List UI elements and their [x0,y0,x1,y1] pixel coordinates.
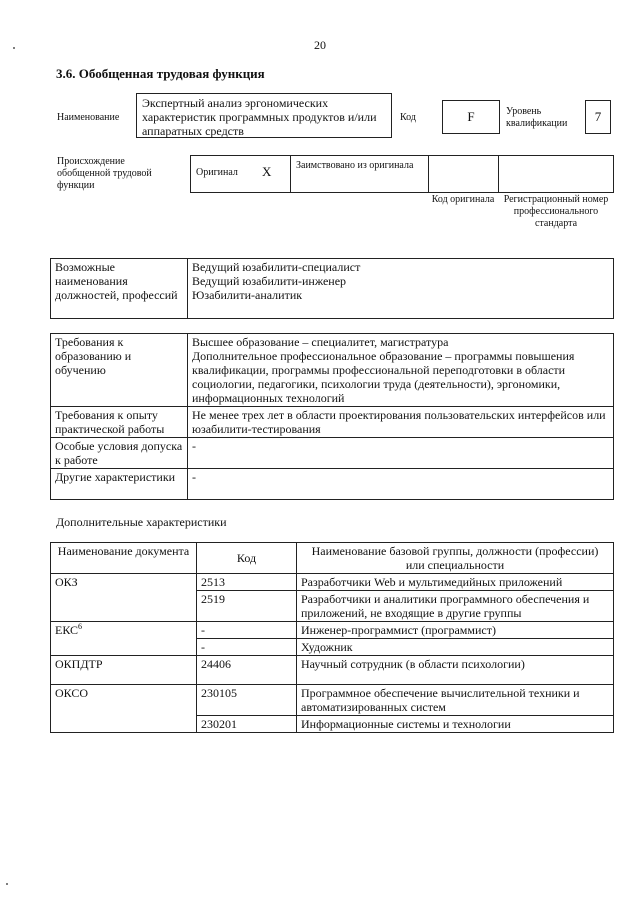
doc-cell [51,574,197,622]
borrowed-label: Заимствовано из оригинала [296,160,414,171]
code-cell: 230105 [197,685,297,716]
extra-title: Дополнительные характеристики [56,515,227,529]
name-value: Экспертный анализ эргономических характеристик программных продуктов и/или аппаратных средств [142,96,377,138]
code-cell: 2519 [197,591,297,622]
footnote-ref: 6 [78,622,83,631]
doc-name: ЕКС [55,623,79,637]
col-header-name: Наименование базовой группы, должности (профессии) или специальности [297,543,614,574]
table-row [51,685,614,716]
requirement-value: - [188,438,614,469]
requirement-label: Другие характеристики [51,469,188,500]
code-value-box [442,100,500,134]
name-value-box [136,93,392,138]
origin-label: Происхождение обобщенной трудовой функции [57,156,152,191]
doc-cell [51,622,197,656]
requirement-label: Особые условия допуска к работе [51,438,188,469]
section-title: 3.6. Обобщенная трудовая функция [56,66,265,81]
requirement-value: - [188,469,614,500]
col-header-doc: Наименование документа [51,543,197,574]
origin-divider [290,155,291,193]
level-label: Уровень квалификации [506,106,568,129]
code-cell: - [197,639,297,656]
table-row [51,469,614,500]
name-cell: Научный сотрудник (в области психологии) [297,656,614,685]
extra-table [50,542,614,733]
table-row [51,438,614,469]
name-cell: Разработчики Web и мультимедийных приложений [297,574,614,591]
name-cell: Художник [297,639,614,656]
positions-values [188,259,614,319]
position-item: Юзабилити-аналитик [192,288,303,302]
doc-cell [51,685,197,733]
table-row [51,407,614,438]
position-item: Ведущий юзабилити-специалист [192,260,361,274]
doc-name: ОКСО [55,686,89,700]
level-value-box [585,100,611,134]
scan-dot [6,883,8,885]
table-row [51,334,614,407]
table-row [51,259,614,319]
requirement-line: Высшее образование – специалитет, магистратура [192,335,449,349]
code-cell: 2513 [197,574,297,591]
positions-table [50,258,614,319]
original-mark: X [262,164,272,179]
requirement-value: Не менее трех лет в области проектирования пользовательских интерфейсов или юзабилити-тестирования [188,407,614,438]
doc-name: ОКЗ [55,575,78,589]
requirements-table [50,333,614,500]
name-cell: Информационные системы и технологии [297,716,614,733]
table-row [51,574,614,591]
positions-label: Возможные наименования должностей, профессий [51,259,188,319]
code-label: Код [400,112,416,123]
position-item: Ведущий юзабилити-инженер [192,274,347,288]
code-cell: - [197,622,297,639]
table-row [51,622,614,639]
code-cell: 230201 [197,716,297,733]
name-cell: Инженер-программист (программист) [297,622,614,639]
origin-divider [428,155,429,193]
doc-name: ОКПДТР [55,657,103,671]
code-original-caption: Код оригинала [431,194,495,205]
code-value: F [467,109,475,124]
name-cell: Разработчики и аналитики программного обеспечения и приложений, не входящие в другие группы [297,591,614,622]
requirement-line: Дополнительное профессиональное образование – программы повышения квалификации, программы профессиональной переподготовки в области социологии, педагогики, психологии труда (деятельности), эргономики, информационных технологий [192,349,575,405]
name-label: Наименование [57,112,120,123]
table-header-row [51,543,614,574]
reg-number-caption: Регистрационный номер профессионального стандарта [503,194,609,229]
original-label: Оригинал [196,167,238,178]
code-cell: 24406 [197,656,297,685]
name-cell: Программное обеспечение вычислительной техники и автоматизированных систем [297,685,614,716]
requirement-label: Требования к образованию и обучению [51,334,188,407]
requirement-label: Требования к опыту практической работы [51,407,188,438]
table-row [51,656,614,685]
origin-divider [498,155,499,193]
level-value: 7 [594,109,602,124]
requirement-value [188,334,614,407]
page-number: 20 [314,38,326,52]
col-header-code: Код [197,543,297,574]
doc-cell [51,656,197,685]
